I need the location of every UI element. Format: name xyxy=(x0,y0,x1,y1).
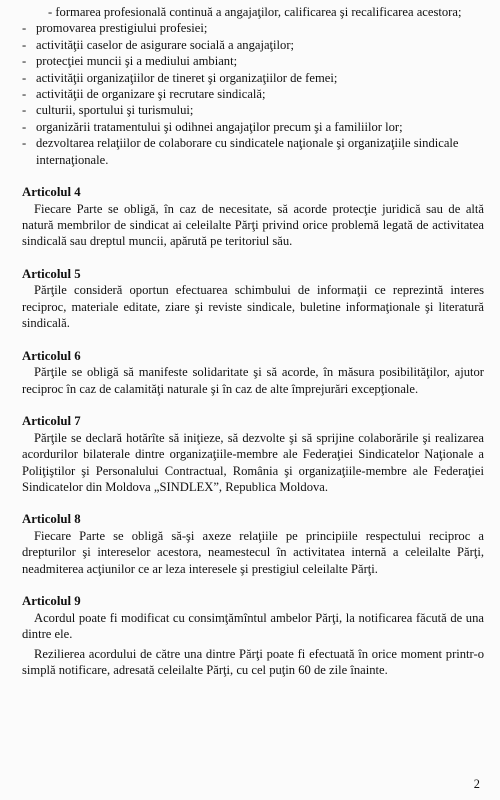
list-item-text: activităţii de organizare şi recrutare sindicală; xyxy=(36,87,266,102)
article-paragraph: Părţile se obligă să manifeste solidaritate şi să acorde, în măsura posibilităţilor, ajutor reciproc în caz de calamităţi naturale şi în caz de alte împrejurări excepţionale. xyxy=(22,365,484,396)
article-9 xyxy=(22,593,484,678)
article-title: Articolul 7 xyxy=(22,414,81,429)
article-title: Articolul 4 xyxy=(22,185,81,200)
article-title: Articolul 9 xyxy=(22,594,81,609)
list-item: - promovarea prestigiului profesiei; xyxy=(22,21,208,36)
list-item-text: activităţii caselor de asigurare socială a angajaţilor; xyxy=(36,37,295,52)
article-paragraph: Rezilierea acordului de către una dintre Părţi poate fi efectuată în orice moment printr-o simplă notificare, adresată celeilalte Părţi, cu cel puţin 60 de zile înainte. xyxy=(22,646,484,677)
article-title: Articolul 8 xyxy=(22,512,81,527)
list-item-text: dezvoltarea relaţiilor de colaborare cu sindicatele naţionale şi organizaţiile sindicale internaţionale. xyxy=(36,136,459,167)
article-8 xyxy=(22,511,484,577)
list-item: - activităţii de organizare şi recrutare sindicală; xyxy=(22,87,266,102)
list-item: - activităţii organizaţiilor de tineret şi organizaţiilor de femei; xyxy=(22,70,338,85)
list-item: - organizării tratamentului şi odihnei angajaţilor precum şi a familiilor lor; xyxy=(22,119,403,134)
article-5 xyxy=(22,266,484,332)
list-item-text: promovarea prestigiului profesiei; xyxy=(36,21,208,36)
page-number: 2 xyxy=(473,777,480,791)
article-paragraph: Fiecare Parte se obligă, în caz de necesitate, să acorde protecţie juridică sau de altă natură membrilor de sindicat ai celeilalte Părţi privind orice problemă legată de activitatea sindicală sau dreptul muncii, apărută pe teritoriul său. xyxy=(22,201,484,249)
article-6 xyxy=(22,348,484,397)
list-item: - culturii, sportului şi turismului; xyxy=(22,103,194,118)
document-body xyxy=(22,4,484,678)
list-item: - dezvoltarea relaţiilor de colaborare cu sindicatele naţionale şi organizaţiile sindicale internaţionale. xyxy=(22,136,459,167)
list-item-text: culturii, sportului şi turismului; xyxy=(36,103,194,118)
list-item xyxy=(22,4,484,20)
article-title: Articolul 6 xyxy=(22,348,81,363)
list-item-text: protecţiei muncii şi a mediului ambiant; xyxy=(36,54,238,69)
article-paragraph: Părţile se declară hotărîte să iniţieze, să dezvolte şi să sprijine colaborările şi realizarea acordurilor bilaterale dintre organizaţiile-membre ale Federaţiei Sindicatelor Naţionale a Poliţiştilor şi Personalului Contractual, România şi organizaţiile-membre ale Federaţiei Sindicatelor din Moldova „SINDLEX”, Republica Moldova. xyxy=(22,430,484,494)
article-paragraph: Părţile consideră oportun efectuarea schimbului de informaţii ce reprezintă interes reciproc, materiale editate, ziare şi reviste sindicale, buletine informaţionale şi literatură sindicală. xyxy=(22,283,484,331)
list-item: - protecţiei muncii şi a mediului ambiant; xyxy=(22,54,238,69)
continued-list xyxy=(22,4,484,168)
list-item-text: organizării tratamentului şi odihnei angajaţilor precum şi a familiilor lor; xyxy=(36,119,403,134)
list-item: - activităţii caselor de asigurare socială a angajaţilor; xyxy=(22,37,295,52)
article-7 xyxy=(22,413,484,495)
article-4 xyxy=(22,184,484,250)
article-title: Articolul 5 xyxy=(22,266,81,281)
list-item-text: - formarea profesională continuă a angajaţilor, calificarea şi recalificarea acestora; xyxy=(48,5,462,19)
list-item-text: activităţii organizaţiilor de tineret şi organizaţiilor de femei; xyxy=(36,70,338,85)
article-paragraph: Acordul poate fi modificat cu consimţămîntul ambelor Părţi, la notificarea făcută de una dintre ele. xyxy=(22,610,484,642)
article-paragraph: Fiecare Parte se obligă să-şi axeze relaţiile pe principiile respectului reciproc a drepturilor şi intereselor acestora, neamestecul în activitatea internă a celeilalte Părţi, neadmiterea acţiunilor ce ar leza interesele şi prestigiul celeilalte Părţi. xyxy=(22,528,484,576)
